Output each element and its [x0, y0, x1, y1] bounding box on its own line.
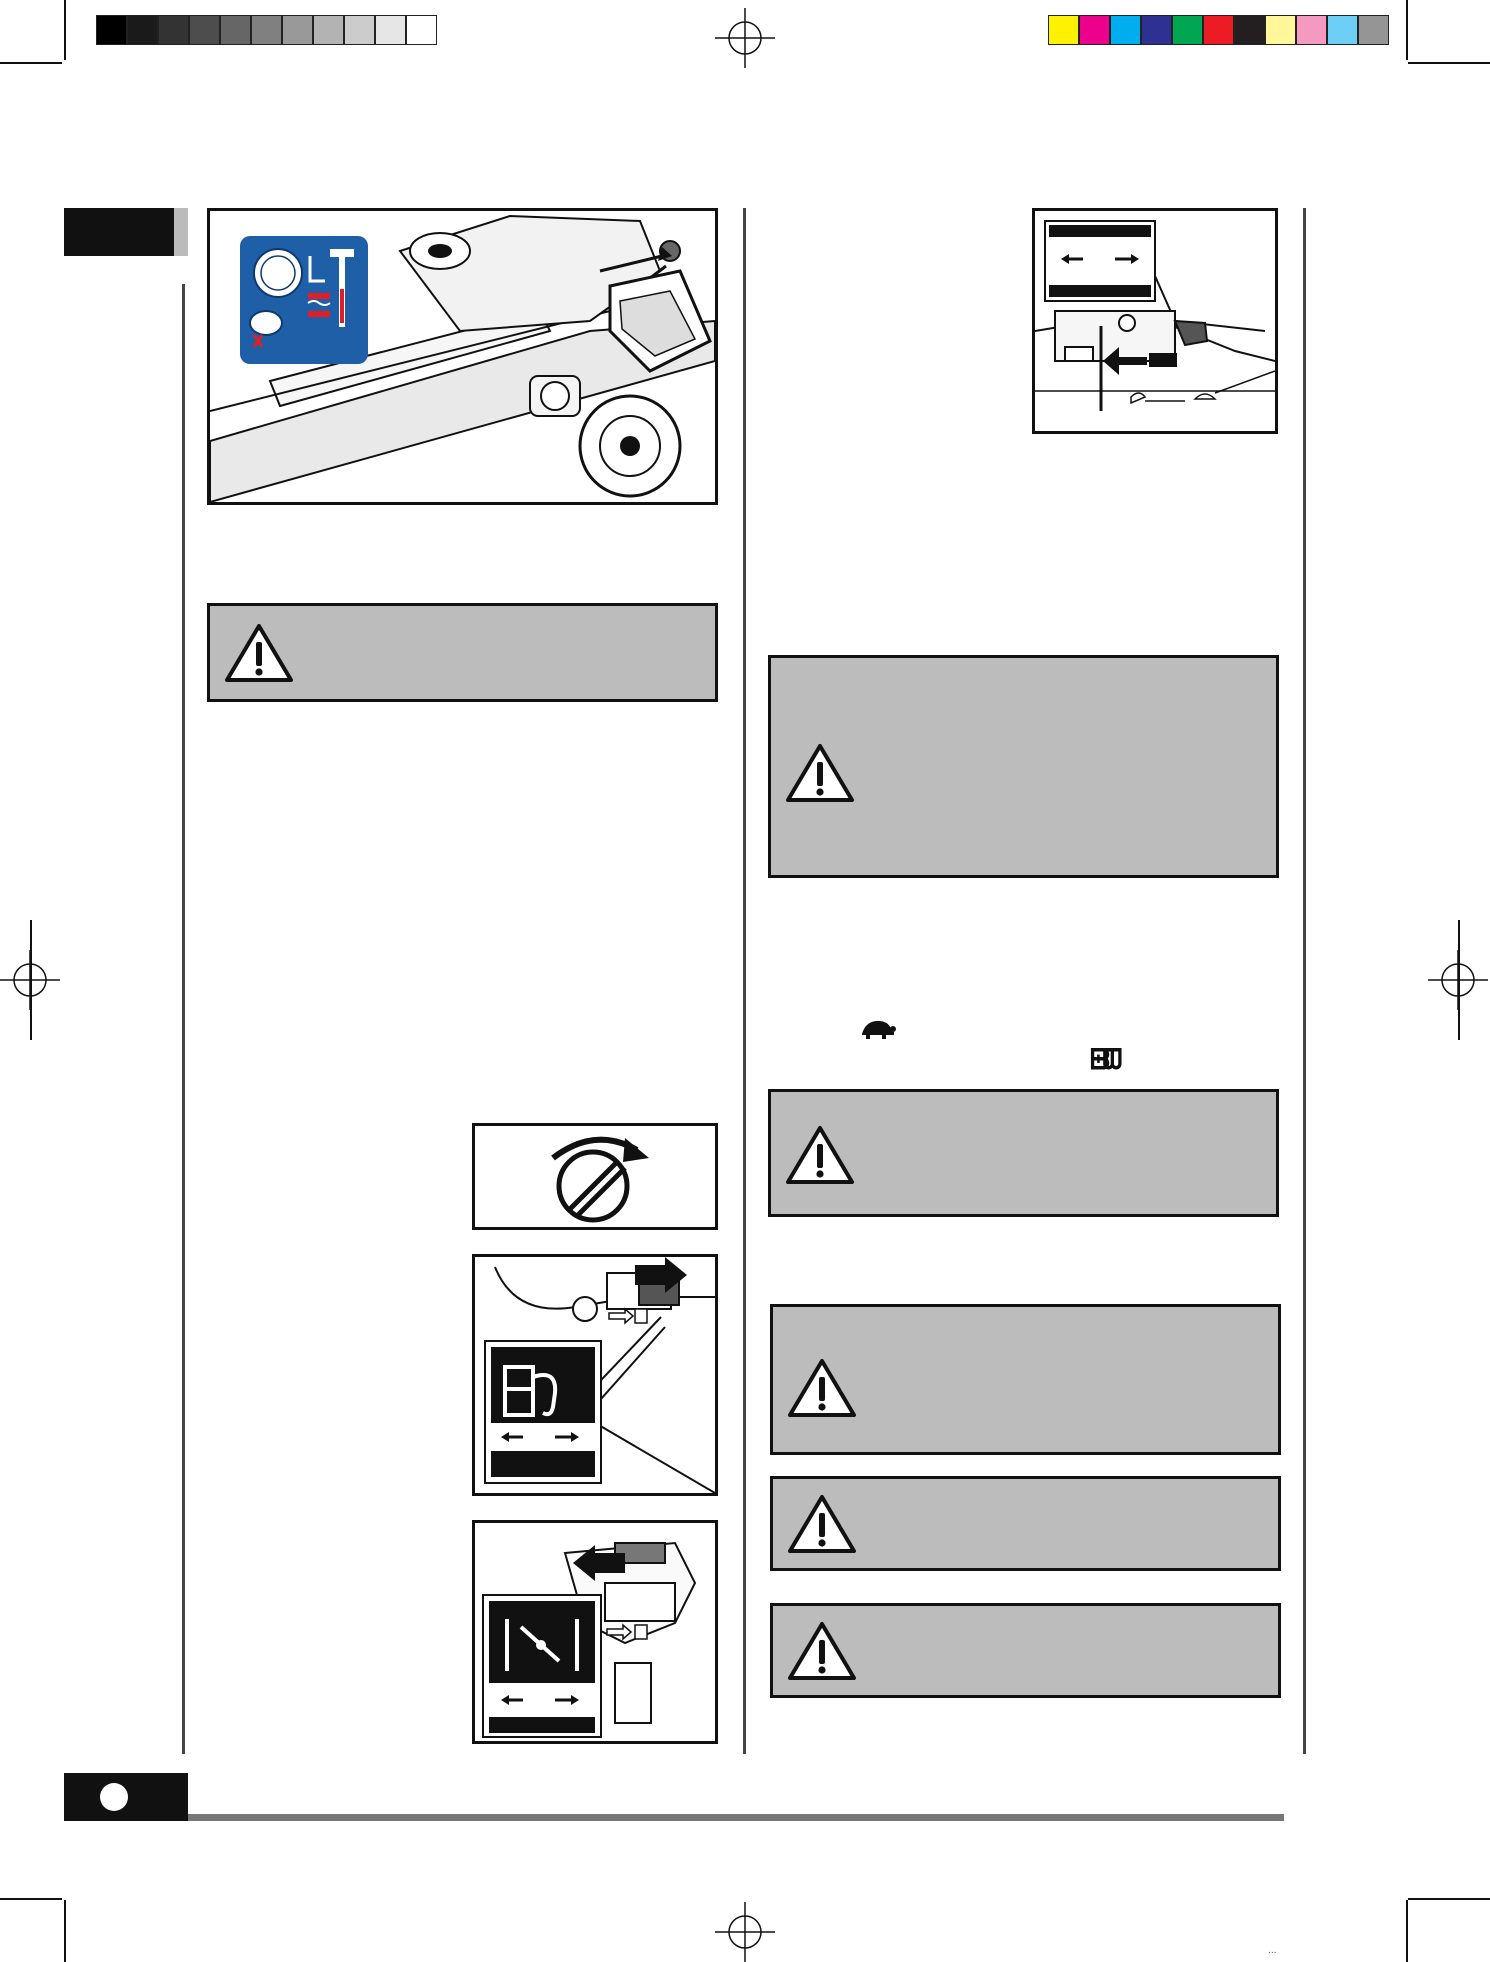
registration-mark: [715, 1902, 775, 1962]
footer-rule: [188, 1814, 1284, 1821]
warning-box: [770, 1304, 1281, 1455]
color-swatch: [1079, 15, 1110, 45]
color-swatch: [406, 15, 437, 45]
crop-mark: [0, 1898, 62, 1900]
choke-lever-illustration: [475, 1523, 715, 1741]
crop-mark: [64, 0, 66, 60]
color-swatch: [1048, 15, 1079, 45]
crop-mark: [1406, 1900, 1408, 1962]
color-swatch: [344, 15, 375, 45]
warning-box: [768, 1089, 1279, 1217]
color-swatch: [1234, 15, 1265, 45]
color-swatch: [1296, 15, 1327, 45]
print-slug: ...: [1268, 1946, 1277, 1956]
crop-mark: [1408, 1898, 1490, 1900]
registration-mark: [715, 8, 775, 68]
crop-mark: [64, 1900, 66, 1962]
warning-box: [207, 603, 718, 702]
color-swatch: [96, 15, 127, 45]
warning-box: [770, 1476, 1281, 1571]
color-swatch: [158, 15, 189, 45]
color-swatch: [375, 15, 406, 45]
crop-mark: [1458, 920, 1460, 1040]
warning-triangle-icon: [785, 742, 855, 804]
warning-triangle-icon: [224, 622, 294, 684]
left-margin-rule: [182, 284, 185, 1754]
throttle-illustration: [1035, 211, 1275, 431]
color-swatch: [1327, 15, 1358, 45]
crop-mark: [30, 920, 32, 1040]
figure-choke-lever: [472, 1520, 718, 1744]
fuel-valve-illustration: [475, 1257, 715, 1493]
crop-mark: [0, 62, 62, 64]
color-swatch: [1172, 15, 1203, 45]
section-tab: [64, 208, 174, 256]
figure-choke-rotate: [472, 1123, 718, 1230]
warning-triangle-icon: [785, 1124, 855, 1186]
choke-knob-icon: [475, 1126, 715, 1227]
crop-mark: [1406, 0, 1408, 60]
warning-box: [770, 1603, 1281, 1698]
color-swatch: [251, 15, 282, 45]
section-tab-shadow: [174, 208, 188, 256]
figure-fuel-valve: [472, 1254, 718, 1496]
figure-oil-check: [207, 208, 718, 505]
color-swatch: [1265, 15, 1296, 45]
warning-triangle-icon: [787, 1620, 857, 1682]
warning-triangle-icon: [787, 1493, 857, 1555]
color-swatch: [313, 15, 344, 45]
color-swatch: [1358, 15, 1389, 45]
color-swatch: [282, 15, 313, 45]
color-swatch: [1203, 15, 1234, 45]
warning-triangle-icon: [787, 1357, 857, 1419]
color-swatch: [1141, 15, 1172, 45]
turtle-icon: [858, 1018, 896, 1040]
crop-mark: [1408, 62, 1490, 64]
page-number-circle: [100, 1783, 128, 1811]
color-swatch: [220, 15, 251, 45]
fuel-symbol-glyph: ᗸᗵ: [1090, 1043, 1115, 1076]
color-swatch: [127, 15, 158, 45]
warning-box: [768, 655, 1279, 878]
column-divider: [743, 208, 746, 1754]
color-swatch: [1110, 15, 1141, 45]
figure-throttle-label: [1032, 208, 1278, 434]
oil-check-illustration: [210, 211, 715, 502]
color-swatch: [189, 15, 220, 45]
right-margin-rule: [1303, 208, 1306, 1754]
